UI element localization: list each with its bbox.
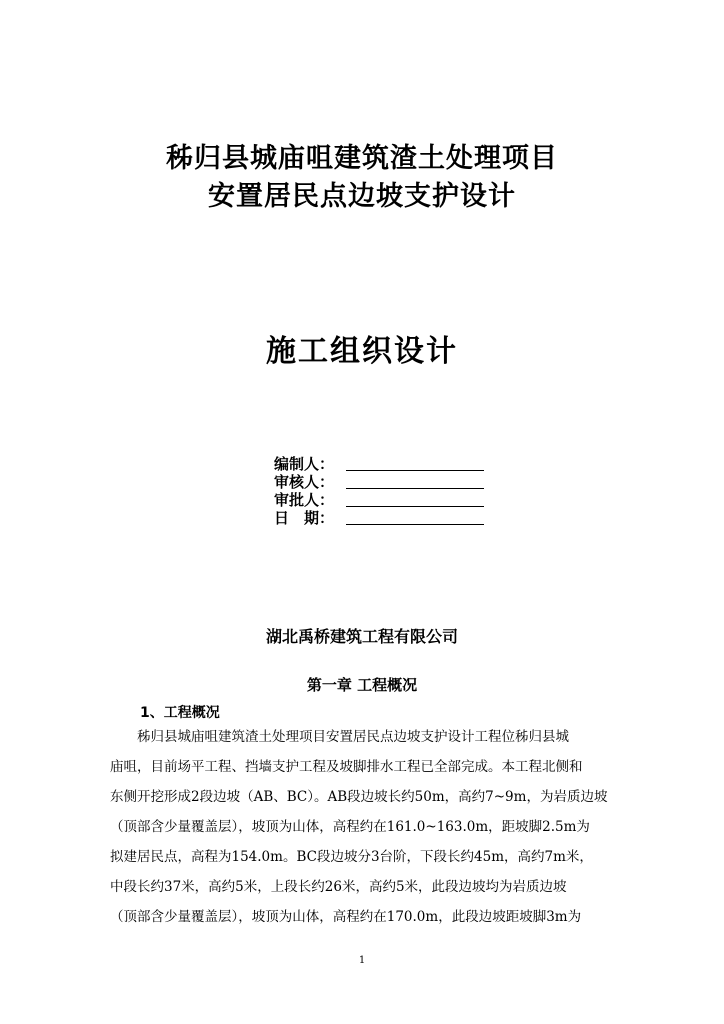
- sign-label-reviewer: 审核人：: [274, 473, 335, 491]
- sign-label-compiler: 编制人：: [274, 455, 335, 473]
- sign-line-compiler: [346, 456, 484, 471]
- document-title-line-2: 安置居民点边坡支护设计: [208, 181, 516, 212]
- body-line: 秭归县城庙咀建筑渣土处理项目安置居民点边坡支护设计工程位秭归县城: [137, 729, 569, 745]
- sign-label-approver: 审批人：: [274, 491, 335, 509]
- body-line: 庙咀，目前场平工程、挡墙支护工程及坡脚排水工程已全部完成。本工程北侧和: [110, 759, 583, 775]
- body-line: （顶部含少量覆盖层），坡顶为山体，高程约在161.0~163.0m，距坡脚2.5m为: [110, 819, 590, 835]
- signature-block: [274, 455, 504, 527]
- document-subtitle: 施工组织设计: [266, 334, 458, 369]
- body-line: （顶部含少量覆盖层），坡顶为山体，高程约在170.0m，此段边坡距坡脚3m为: [110, 909, 582, 925]
- section-heading: 1、工程概况: [140, 705, 220, 721]
- sign-line-reviewer: [346, 474, 484, 489]
- document-title-line-1: 秭归县城庙咀建筑渣土处理项目: [166, 143, 558, 174]
- body-line: 东侧开挖形成2段边坡（AB、BC）。AB段边坡长约50m，高约7~9m，为岩质边坡: [110, 789, 608, 805]
- body-paragraph: [110, 722, 620, 932]
- sign-line-approver: [346, 492, 484, 507]
- body-line: 中段长约37米，高约5米，上段长约26米，高约5米，此段边坡均为岩质边坡: [110, 879, 567, 895]
- sign-label-date: 日 期：: [274, 509, 335, 527]
- sign-row-reviewer: [274, 473, 504, 491]
- chapter-title: 第一章 工程概况: [306, 676, 418, 694]
- sign-row-date: [274, 509, 504, 527]
- sign-row-approver: [274, 491, 504, 509]
- page-number: 1: [358, 955, 366, 966]
- sign-line-date: [346, 510, 484, 525]
- body-line: 拟建居民点，高程为154.0m。BC段边坡分3台阶，下段长约45m，高约7m米，: [110, 849, 593, 865]
- sign-row-compiler: [274, 455, 504, 473]
- company-name: 湖北禹桥建筑工程有限公司: [265, 627, 458, 646]
